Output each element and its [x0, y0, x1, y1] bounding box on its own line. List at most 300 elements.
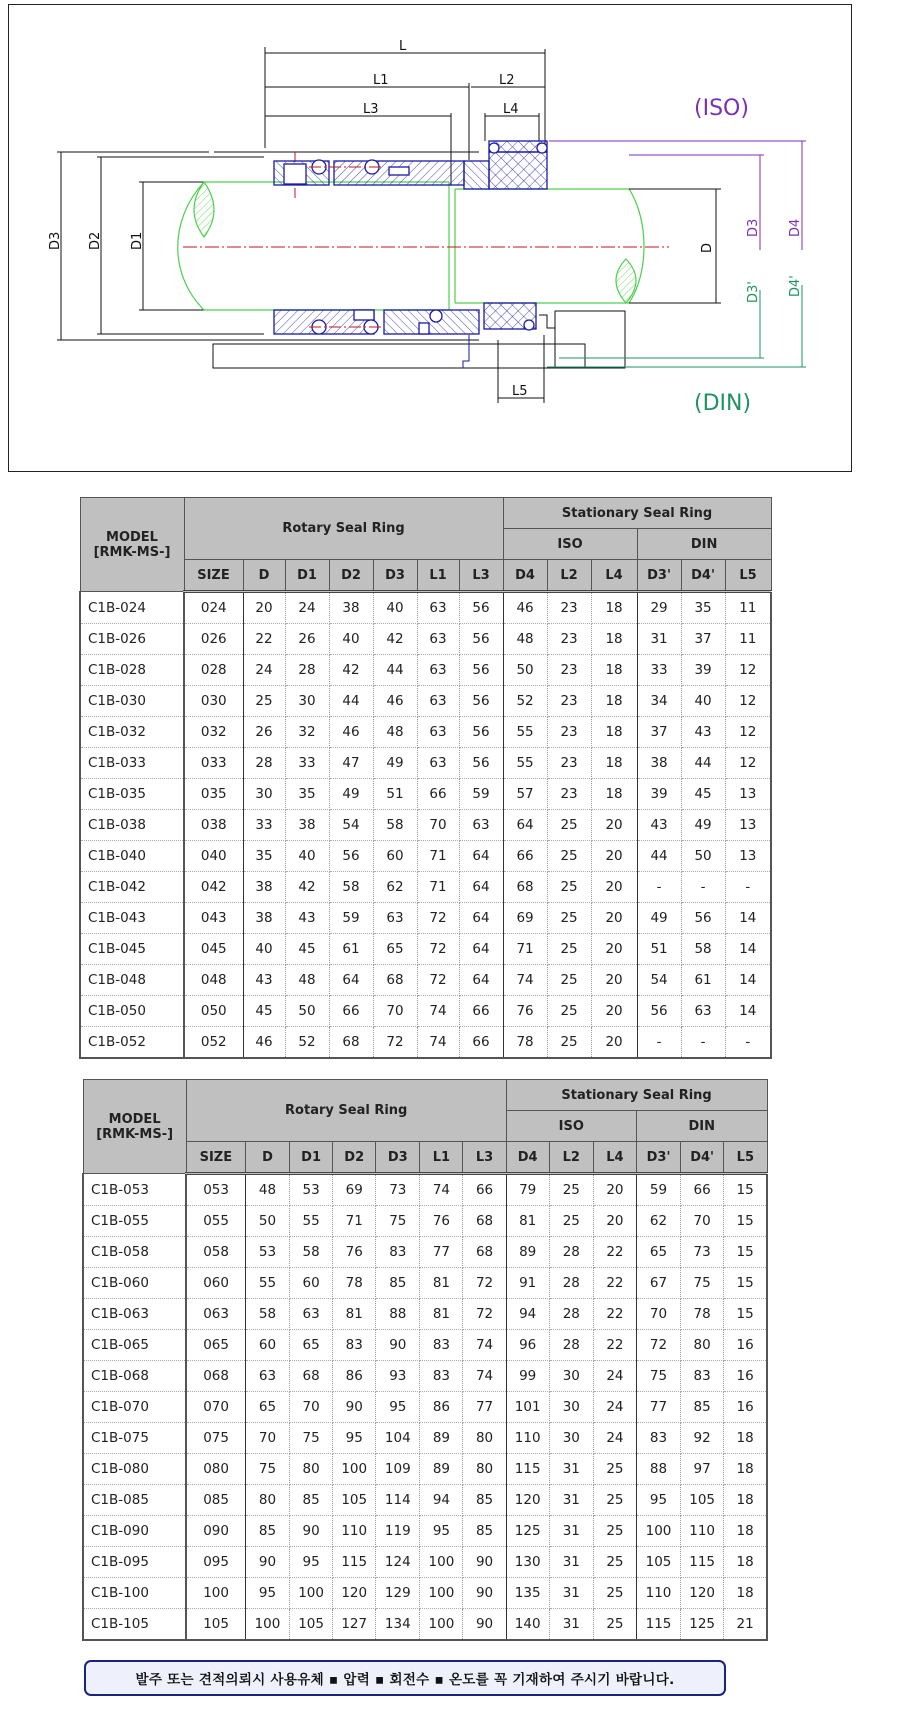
- value-cell: 66: [459, 996, 503, 1027]
- table-row: [83, 1392, 767, 1423]
- value-cell: 18: [591, 686, 637, 717]
- value-cell: 105: [681, 1485, 724, 1516]
- value-cell: 38: [243, 903, 285, 934]
- value-cell: 18: [724, 1423, 767, 1454]
- dimension-din: [547, 285, 806, 367]
- value-cell: -: [637, 872, 681, 903]
- value-cell: 24: [593, 1361, 636, 1392]
- value-cell: 93: [376, 1361, 420, 1392]
- value-cell: 70: [681, 1206, 724, 1237]
- value-cell: 72: [417, 903, 459, 934]
- value-cell: 13: [725, 810, 771, 841]
- iso-label: (ISO): [694, 96, 749, 121]
- value-cell: 033: [184, 748, 243, 779]
- value-cell: 075: [186, 1423, 245, 1454]
- model-cell: C1B-050: [80, 996, 184, 1027]
- value-cell: 028: [184, 655, 243, 686]
- value-cell: 46: [243, 1027, 285, 1059]
- value-cell: 18: [724, 1578, 767, 1609]
- value-cell: 23: [547, 717, 591, 748]
- value-cell: 71: [417, 872, 459, 903]
- value-cell: 38: [243, 872, 285, 903]
- model-cell: C1B-052: [80, 1027, 184, 1059]
- value-cell: 74: [420, 1174, 463, 1206]
- value-cell: 043: [184, 903, 243, 934]
- value-cell: 48: [373, 717, 417, 748]
- value-cell: 31: [549, 1454, 593, 1485]
- value-cell: 40: [681, 686, 725, 717]
- dim-label-D3-prime: D3': [746, 281, 761, 303]
- value-cell: 12: [725, 717, 771, 748]
- value-cell: 97: [681, 1454, 724, 1485]
- value-cell: 67: [636, 1268, 680, 1299]
- model-cell: C1B-024: [80, 592, 184, 624]
- model-header-label: MODEL: [108, 1111, 161, 1127]
- value-cell: 74: [417, 996, 459, 1027]
- value-cell: 64: [503, 810, 547, 841]
- value-cell: 64: [459, 965, 503, 996]
- value-cell: 76: [333, 1237, 376, 1268]
- model-cell: C1B-032: [80, 717, 184, 748]
- value-cell: 15: [724, 1299, 767, 1330]
- value-cell: 56: [459, 592, 503, 624]
- value-cell: 045: [184, 934, 243, 965]
- value-cell: 25: [593, 1547, 636, 1578]
- value-cell: 44: [637, 841, 681, 872]
- value-cell: 38: [637, 748, 681, 779]
- value-cell: 49: [373, 748, 417, 779]
- model-cell: C1B-095: [83, 1547, 186, 1578]
- value-cell: 63: [459, 810, 503, 841]
- value-cell: 52: [503, 686, 547, 717]
- seal-cross-section-drawing: [8, 4, 852, 472]
- table-row: [80, 624, 771, 655]
- model-cell: C1B-070: [83, 1392, 186, 1423]
- value-cell: 81: [333, 1299, 376, 1330]
- value-cell: 49: [681, 810, 725, 841]
- table-row: [80, 903, 771, 934]
- dim-label-L3: L3: [363, 102, 379, 117]
- value-cell: 40: [243, 934, 285, 965]
- model-header-sub: [RMK-MS-]: [93, 544, 171, 560]
- value-cell: 42: [329, 655, 373, 686]
- value-cell: 21: [724, 1609, 767, 1641]
- value-cell: -: [681, 872, 725, 903]
- value-cell: 63: [417, 686, 459, 717]
- col-header: L5: [725, 560, 771, 592]
- table-row: [80, 841, 771, 872]
- value-cell: 32: [285, 717, 329, 748]
- value-cell: 78: [503, 1027, 547, 1059]
- value-cell: 76: [420, 1206, 463, 1237]
- value-cell: 28: [549, 1268, 593, 1299]
- value-cell: -: [637, 1027, 681, 1059]
- value-cell: 37: [681, 624, 725, 655]
- value-cell: 12: [725, 655, 771, 686]
- value-cell: 56: [459, 624, 503, 655]
- value-cell: 16: [724, 1330, 767, 1361]
- value-cell: 18: [724, 1547, 767, 1578]
- col-header: L3: [463, 1142, 506, 1174]
- value-cell: 64: [329, 965, 373, 996]
- value-cell: 48: [245, 1174, 289, 1206]
- value-cell: 80: [463, 1423, 506, 1454]
- rotary-seal-top: [274, 141, 547, 189]
- model-cell: C1B-048: [80, 965, 184, 996]
- value-cell: 23: [547, 624, 591, 655]
- drawing-canvas: [9, 5, 853, 473]
- model-cell: C1B-042: [80, 872, 184, 903]
- value-cell: 56: [459, 655, 503, 686]
- value-cell: 33: [243, 810, 285, 841]
- value-cell: 74: [463, 1330, 506, 1361]
- value-cell: 64: [459, 872, 503, 903]
- value-cell: 20: [591, 996, 637, 1027]
- value-cell: 085: [186, 1485, 245, 1516]
- value-cell: 74: [503, 965, 547, 996]
- value-cell: 110: [681, 1516, 724, 1547]
- col-header: SIZE: [184, 560, 243, 592]
- value-cell: 18: [591, 655, 637, 686]
- iso-header: ISO: [503, 529, 637, 560]
- model-cell: C1B-045: [80, 934, 184, 965]
- model-cell: C1B-060: [83, 1268, 186, 1299]
- value-cell: 44: [681, 748, 725, 779]
- value-cell: 30: [549, 1361, 593, 1392]
- value-cell: 125: [506, 1516, 549, 1547]
- col-header: D: [243, 560, 285, 592]
- value-cell: 105: [290, 1609, 333, 1641]
- value-cell: 18: [591, 779, 637, 810]
- value-cell: 43: [243, 965, 285, 996]
- table-row: [83, 1299, 767, 1330]
- value-cell: 28: [549, 1330, 593, 1361]
- value-cell: 73: [376, 1174, 420, 1206]
- value-cell: 125: [681, 1609, 724, 1641]
- value-cell: 66: [503, 841, 547, 872]
- value-cell: 23: [547, 748, 591, 779]
- value-cell: 85: [463, 1485, 506, 1516]
- value-cell: 56: [459, 686, 503, 717]
- value-cell: 65: [636, 1237, 680, 1268]
- table-row: [83, 1361, 767, 1392]
- model-cell: C1B-090: [83, 1516, 186, 1547]
- value-cell: 28: [549, 1299, 593, 1330]
- value-cell: 30: [285, 686, 329, 717]
- table-row: [80, 965, 771, 996]
- value-cell: 115: [333, 1547, 376, 1578]
- table-row: [80, 748, 771, 779]
- value-cell: 055: [186, 1206, 245, 1237]
- table-row: [80, 996, 771, 1027]
- value-cell: 030: [184, 686, 243, 717]
- value-cell: 129: [376, 1578, 420, 1609]
- col-header: D3': [636, 1142, 680, 1174]
- value-cell: 55: [503, 717, 547, 748]
- value-cell: 80: [463, 1454, 506, 1485]
- value-cell: 62: [373, 872, 417, 903]
- table-row: [83, 1206, 767, 1237]
- value-cell: 13: [725, 841, 771, 872]
- value-cell: 60: [290, 1268, 333, 1299]
- table-row: [80, 934, 771, 965]
- value-cell: 13: [725, 779, 771, 810]
- spec-table-2: [82, 1079, 768, 1641]
- value-cell: 26: [243, 717, 285, 748]
- value-cell: 33: [285, 748, 329, 779]
- value-cell: 58: [681, 934, 725, 965]
- value-cell: 59: [459, 779, 503, 810]
- dimension-iso: [549, 141, 806, 250]
- value-cell: 89: [420, 1454, 463, 1485]
- value-cell: 31: [549, 1547, 593, 1578]
- value-cell: 20: [591, 934, 637, 965]
- din-header: DIN: [637, 529, 771, 560]
- model-cell: C1B-033: [80, 748, 184, 779]
- value-cell: 70: [245, 1423, 289, 1454]
- value-cell: 124: [376, 1547, 420, 1578]
- value-cell: -: [681, 1027, 725, 1059]
- value-cell: 85: [376, 1268, 420, 1299]
- din-header: DIN: [636, 1111, 767, 1142]
- value-cell: 65: [373, 934, 417, 965]
- value-cell: -: [725, 872, 771, 903]
- value-cell: 83: [681, 1361, 724, 1392]
- value-cell: 130: [506, 1547, 549, 1578]
- value-cell: -: [725, 1027, 771, 1059]
- value-cell: 20: [591, 903, 637, 934]
- value-cell: 80: [290, 1454, 333, 1485]
- value-cell: 83: [420, 1361, 463, 1392]
- value-cell: 63: [417, 717, 459, 748]
- value-cell: 053: [186, 1174, 245, 1206]
- value-cell: 25: [549, 1206, 593, 1237]
- model-cell: C1B-068: [83, 1361, 186, 1392]
- value-cell: 100: [420, 1609, 463, 1641]
- value-cell: 90: [463, 1578, 506, 1609]
- value-cell: 042: [184, 872, 243, 903]
- value-cell: 53: [290, 1174, 333, 1206]
- rotary-seal-header: Rotary Seal Ring: [184, 498, 503, 560]
- value-cell: 44: [373, 655, 417, 686]
- value-cell: 25: [547, 872, 591, 903]
- value-cell: 25: [593, 1609, 636, 1641]
- value-cell: 090: [186, 1516, 245, 1547]
- value-cell: 53: [245, 1237, 289, 1268]
- value-cell: 68: [463, 1206, 506, 1237]
- dim-label-D4-iso: D4: [788, 218, 803, 237]
- value-cell: 20: [591, 872, 637, 903]
- value-cell: 73: [681, 1237, 724, 1268]
- order-notice-text: 발주 또는 견적의뢰시 사용유체 ▪ 압력 ▪ 회전수 ▪ 온도를 꼭 기재하여 주시기 바랍니다.: [135, 1672, 675, 1688]
- value-cell: 90: [333, 1392, 376, 1423]
- value-cell: 35: [681, 592, 725, 624]
- value-cell: 81: [506, 1206, 549, 1237]
- value-cell: 18: [724, 1485, 767, 1516]
- value-cell: 26: [285, 624, 329, 655]
- dim-label-D2: D2: [88, 231, 103, 250]
- model-cell: C1B-065: [83, 1330, 186, 1361]
- model-cell: C1B-100: [83, 1578, 186, 1609]
- value-cell: 48: [503, 624, 547, 655]
- value-cell: 95: [636, 1485, 680, 1516]
- value-cell: 38: [285, 810, 329, 841]
- value-cell: 25: [547, 1027, 591, 1059]
- model-cell: C1B-055: [83, 1206, 186, 1237]
- value-cell: 86: [333, 1361, 376, 1392]
- value-cell: 14: [725, 934, 771, 965]
- rotary-seal-bottom: [274, 303, 536, 334]
- value-cell: 20: [243, 592, 285, 624]
- value-cell: 72: [636, 1330, 680, 1361]
- model-cell: C1B-040: [80, 841, 184, 872]
- value-cell: 72: [463, 1268, 506, 1299]
- table-row: [83, 1330, 767, 1361]
- value-cell: 16: [724, 1361, 767, 1392]
- value-cell: 60: [245, 1330, 289, 1361]
- value-cell: 71: [417, 841, 459, 872]
- value-cell: 61: [681, 965, 725, 996]
- value-cell: 90: [245, 1547, 289, 1578]
- value-cell: 20: [593, 1206, 636, 1237]
- value-cell: 63: [417, 592, 459, 624]
- value-cell: 68: [329, 1027, 373, 1059]
- value-cell: 12: [725, 748, 771, 779]
- value-cell: 18: [724, 1516, 767, 1547]
- value-cell: 49: [329, 779, 373, 810]
- value-cell: 50: [245, 1206, 289, 1237]
- table-row: [80, 655, 771, 686]
- value-cell: 50: [285, 996, 329, 1027]
- value-cell: 119: [376, 1516, 420, 1547]
- value-cell: 28: [285, 655, 329, 686]
- table-row: [83, 1485, 767, 1516]
- table-row: [83, 1454, 767, 1485]
- value-cell: 83: [636, 1423, 680, 1454]
- value-cell: 31: [549, 1578, 593, 1609]
- col-header: D4: [503, 560, 547, 592]
- dim-label-D: D: [700, 242, 715, 253]
- value-cell: 065: [186, 1330, 245, 1361]
- value-cell: 38: [329, 592, 373, 624]
- model-cell: C1B-038: [80, 810, 184, 841]
- value-cell: 43: [681, 717, 725, 748]
- value-cell: 80: [245, 1485, 289, 1516]
- table-row: [83, 1237, 767, 1268]
- shaft-outline: [178, 182, 644, 310]
- value-cell: 61: [329, 934, 373, 965]
- value-cell: 20: [591, 965, 637, 996]
- value-cell: 18: [591, 717, 637, 748]
- col-header: D: [245, 1142, 289, 1174]
- dim-label-L1: L1: [373, 73, 389, 88]
- value-cell: 95: [376, 1392, 420, 1423]
- value-cell: 69: [333, 1174, 376, 1206]
- value-cell: 46: [373, 686, 417, 717]
- value-cell: 56: [681, 903, 725, 934]
- col-header: L1: [417, 560, 459, 592]
- value-cell: 66: [329, 996, 373, 1027]
- col-header: L3: [459, 560, 503, 592]
- value-cell: 14: [725, 996, 771, 1027]
- value-cell: 110: [506, 1423, 549, 1454]
- value-cell: 92: [681, 1423, 724, 1454]
- value-cell: 63: [681, 996, 725, 1027]
- value-cell: 56: [459, 717, 503, 748]
- value-cell: 37: [637, 717, 681, 748]
- value-cell: 55: [290, 1206, 333, 1237]
- value-cell: 64: [459, 934, 503, 965]
- value-cell: 71: [333, 1206, 376, 1237]
- value-cell: 54: [329, 810, 373, 841]
- value-cell: 43: [637, 810, 681, 841]
- table-row: [83, 1609, 767, 1641]
- value-cell: 25: [593, 1454, 636, 1485]
- value-cell: 66: [417, 779, 459, 810]
- value-cell: 72: [463, 1299, 506, 1330]
- value-cell: 100: [636, 1516, 680, 1547]
- value-cell: 70: [290, 1392, 333, 1423]
- value-cell: 29: [637, 592, 681, 624]
- value-cell: 70: [417, 810, 459, 841]
- value-cell: 18: [724, 1454, 767, 1485]
- value-cell: 25: [547, 996, 591, 1027]
- table-row: [83, 1174, 767, 1206]
- value-cell: 50: [503, 655, 547, 686]
- value-cell: 11: [725, 624, 771, 655]
- value-cell: 40: [285, 841, 329, 872]
- model-header-label: MODEL: [106, 529, 158, 545]
- model-cell: C1B-075: [83, 1423, 186, 1454]
- value-cell: 52: [285, 1027, 329, 1059]
- value-cell: 23: [547, 686, 591, 717]
- value-cell: 110: [333, 1516, 376, 1547]
- value-cell: 85: [681, 1392, 724, 1423]
- col-header: D2: [333, 1142, 376, 1174]
- iso-header: ISO: [506, 1111, 636, 1142]
- value-cell: 65: [290, 1330, 333, 1361]
- value-cell: 35: [243, 841, 285, 872]
- value-cell: 25: [593, 1485, 636, 1516]
- value-cell: 31: [549, 1609, 593, 1641]
- value-cell: 68: [373, 965, 417, 996]
- value-cell: 20: [591, 810, 637, 841]
- table-row: [80, 717, 771, 748]
- value-cell: 30: [549, 1423, 593, 1454]
- col-header: L5: [724, 1142, 767, 1174]
- value-cell: 95: [420, 1516, 463, 1547]
- value-cell: 45: [681, 779, 725, 810]
- value-cell: 25: [547, 810, 591, 841]
- value-cell: 66: [459, 1027, 503, 1059]
- col-header: D1: [290, 1142, 333, 1174]
- value-cell: 15: [724, 1206, 767, 1237]
- value-cell: 81: [420, 1268, 463, 1299]
- value-cell: 105: [186, 1609, 245, 1641]
- value-cell: 24: [593, 1423, 636, 1454]
- col-header: L2: [549, 1142, 593, 1174]
- table-row: [83, 1578, 767, 1609]
- value-cell: 90: [463, 1609, 506, 1641]
- col-header: L2: [547, 560, 591, 592]
- col-header: D2: [329, 560, 373, 592]
- model-header-sub: [RMK-MS-]: [96, 1126, 174, 1142]
- table-row: [80, 810, 771, 841]
- value-cell: 69: [503, 903, 547, 934]
- value-cell: 77: [420, 1237, 463, 1268]
- value-cell: 66: [681, 1174, 724, 1206]
- value-cell: 94: [420, 1485, 463, 1516]
